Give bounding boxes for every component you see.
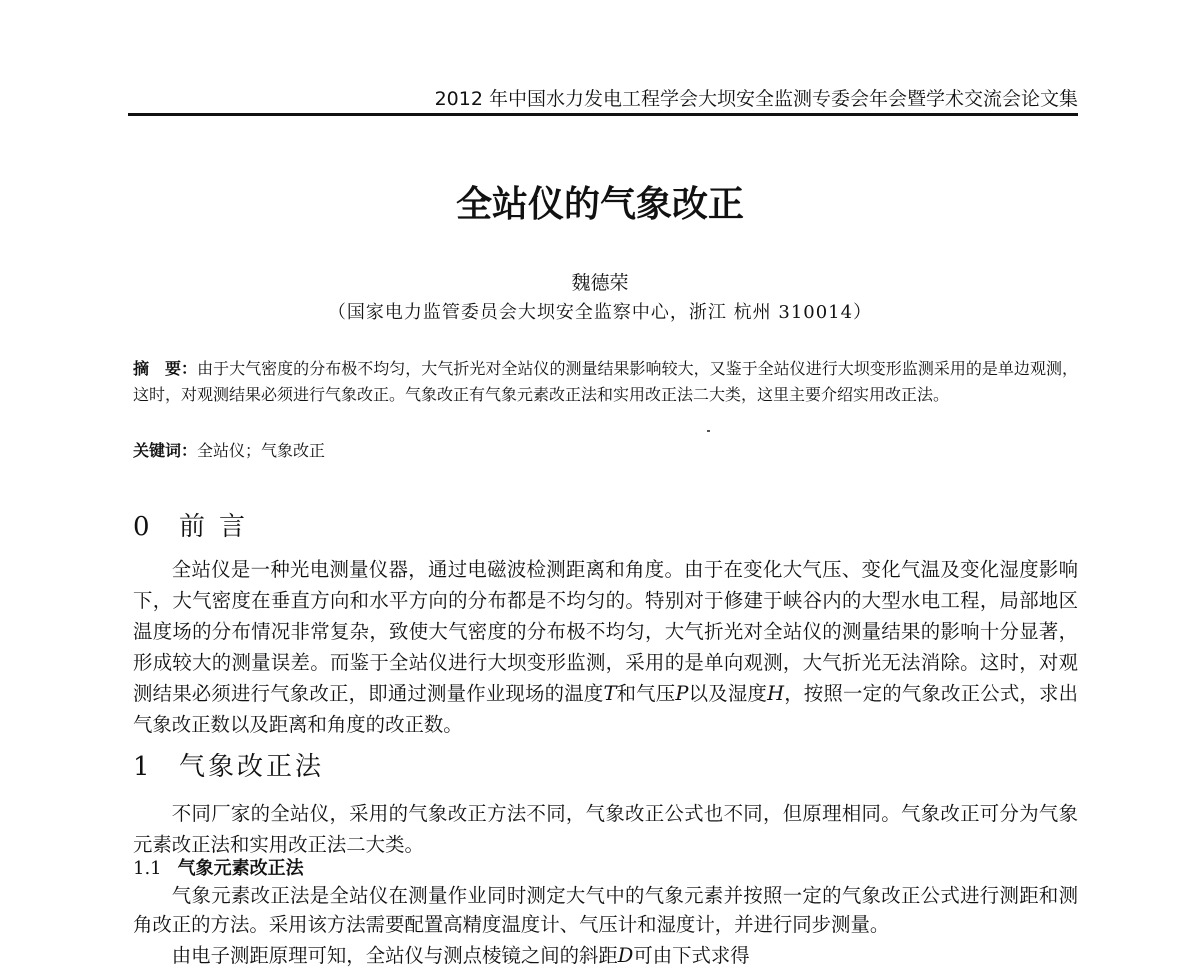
cut-text-b: 可由下式求得 (633, 944, 750, 967)
running-header: 2012 年中国水力发电工程学会大坝安全监测专委会年会暨学术交流会论文集 (434, 88, 1078, 110)
section-heading-1 (133, 749, 324, 785)
author-affiliation: （国家电力监管委员会大坝安全监察中心，浙江 杭州 310014） (327, 302, 873, 323)
intro-text-c: 以及湿度 (688, 682, 768, 705)
subsection-number: 1.1 (133, 858, 162, 879)
author-name: 魏德荣 (571, 272, 629, 294)
subsection-paragraph: 气象元素改正法是全站仪在测量作业同时测定大气中的气象元素并按照一定的气象改正公式进行测距和测角改正的方法。采用该方法需要配置高精度温度计、气压计和湿度计，并进行同步测量。 (133, 884, 1078, 936)
cut-text-a: 由电子测距原理可知，全站仪与测点棱镜之间的斜距 (171, 944, 618, 967)
var-humidity: H (767, 682, 784, 705)
section-heading-0 (133, 509, 259, 545)
intro-text-d: ，按照一定的气象改正公式，求出气象改正数以及距离和角度的改正数。 (133, 682, 1079, 736)
var-pressure: P (675, 682, 689, 705)
abstract (133, 356, 1078, 408)
scan-dot (707, 430, 710, 432)
paper-title: 全站仪的气象改正 (455, 183, 744, 225)
subsection-heading-1-1 (133, 856, 304, 882)
section-title: 前言 (179, 512, 260, 542)
abstract-label: 摘 要： (133, 359, 198, 378)
cut-off-line (133, 940, 1078, 970)
var-distance: D (617, 944, 634, 967)
intro-text-b: 和气压 (616, 682, 676, 705)
section-number: 1 (133, 752, 153, 782)
header-rule (128, 113, 1078, 116)
var-temperature: T (603, 682, 617, 705)
keywords-text: 全站仪；气象改正 (197, 441, 326, 460)
keywords-label: 关键词： (133, 441, 198, 460)
section1-paragraph: 不同厂家的全站仪，采用的气象改正方法不同，气象改正公式也不同，但原理相同。气象改正可分为气象元素改正法和实用改正法二大类。 (133, 802, 1078, 856)
section-title: 气象改正法 (179, 752, 325, 782)
abstract-text: 由于大气密度的分布极不均匀，大气折光对全站仪的测量结果影响较大，又鉴于全站仪进行大坝变形监测采用的是单边观测，这时，对观测结果必须进行气象改正。气象改正有气象元素改正法和实用改正法二大类，这里主要介绍实用改正法。 (133, 359, 1078, 404)
keywords (133, 438, 1078, 464)
intro-paragraph (133, 554, 1078, 740)
intro-text-a: 全站仪是一种光电测量仪器，通过电磁波检测距离和角度。由于在变化大气压、变化气温及变化湿度影响下，大气密度在垂直方向和水平方向的分布都是不均匀的。特别对于修建于峡谷内的大型水电工程，局部地区温度场的分布情况非常复杂，致使大气密度的分布极不均匀，大气折光对全站仪的测量结果的影响十分显著，形成较大的测量误差。而鉴于全站仪进行大坝变形监测，采用的是单向观测，大气折光无法消除。这时，对观测结果必须进行气象改正，即通过测量作业现场的温度 (133, 558, 1078, 705)
section-number: 0 (133, 512, 164, 542)
subsection-title: 气象元素改正法 (177, 858, 304, 879)
